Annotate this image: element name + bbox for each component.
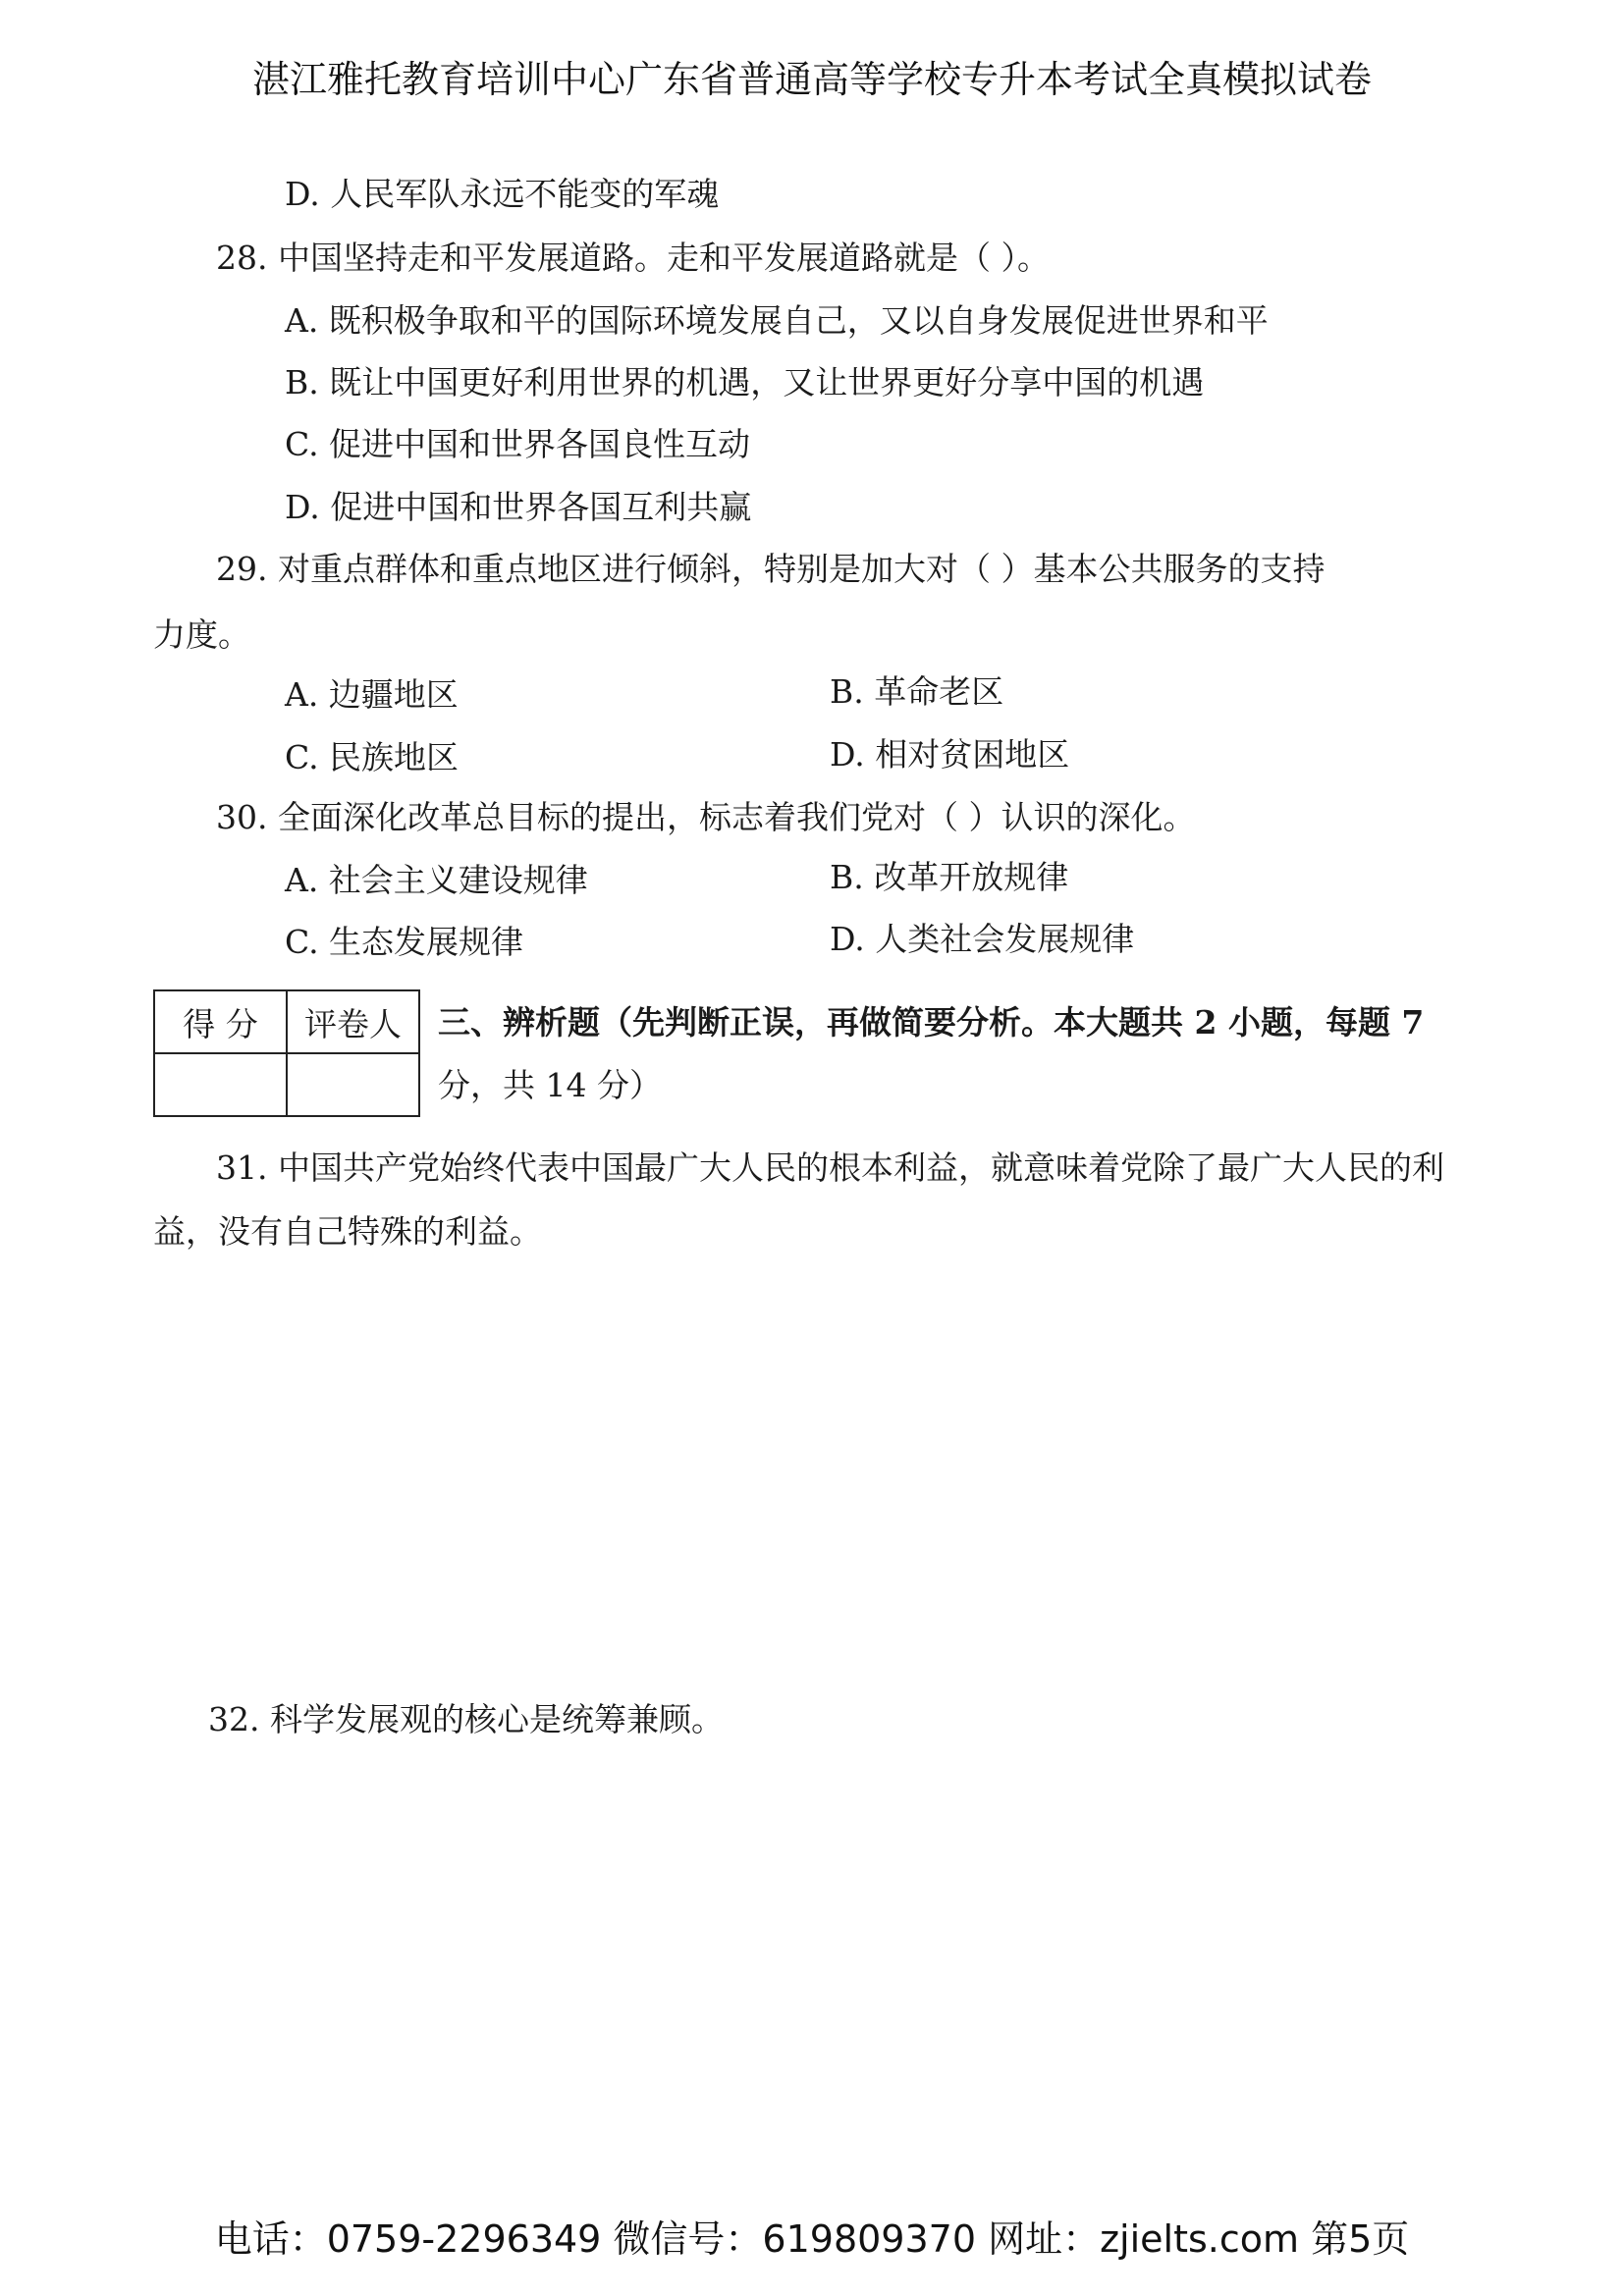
q29-option-d: D. 相对贫困地区 (830, 735, 1070, 774)
q28-option-b: B. 既让中国更好利用世界的机遇，又让世界更好分享中国的机遇 (285, 363, 1205, 401)
q29-option-c: C. 民族地区 (285, 738, 460, 776)
q28-option-d: D. 促进中国和世界各国互利共赢 (285, 488, 752, 526)
q29-option-a: A. 边疆地区 (285, 675, 459, 714)
q28-option-a: A. 既积极争取和平的国际环境发展自己，又以自身发展促进世界和平 (285, 301, 1269, 340)
grader-label: 评卷人 (287, 990, 419, 1053)
q30-option-a: A. 社会主义建设规律 (285, 861, 588, 899)
page-header-title: 湛江雅托教育培训中心广东省普通高等学校专升本考试全真模拟试卷 (251, 58, 1372, 101)
q30-option-b: B. 改革开放规律 (830, 858, 1069, 896)
q29-option-b: B. 革命老区 (830, 672, 1004, 711)
q31-stem-line1: 31. 中国共产党始终代表中国最广大人民的根本利益，就意味着党除了最广大人民的利 (216, 1148, 1444, 1187)
page-footer: 电话：0759-2296349 微信号：619809370 网址：zjielts.com 第5页 (214, 2217, 1410, 2261)
q30-option-d: D. 人类社会发展规律 (830, 920, 1135, 958)
score-label: 得 分 (154, 990, 287, 1053)
q30-stem: 30. 全面深化改革总目标的提出，标志着我们党对（ ）认识的深化。 (216, 798, 1196, 836)
q28-option-c: C. 促进中国和世界各国良性互动 (285, 425, 751, 463)
q32-stem: 32. 科学发展观的核心是统筹兼顾。 (208, 1700, 724, 1738)
q28-stem: 28. 中国坚持走和平发展道路。走和平发展道路就是（ ）。 (216, 239, 1050, 277)
q30-option-c: C. 生态发展规律 (285, 923, 524, 961)
q29-stem-line1: 29. 对重点群体和重点地区进行倾斜，特别是加大对（ ）基本公共服务的支持 (216, 550, 1326, 588)
score-cell (154, 1053, 287, 1116)
section3-title-line1: 三、辨析题（先判断正误，再做简要分析。本大题共 2 小题，每题 7 (438, 1003, 1425, 1041)
q27-option-d: D. 人民军队永远不能变的军魂 (285, 175, 720, 213)
score-table (153, 989, 420, 1117)
q31-stem-line2: 益，没有自己特殊的利益。 (153, 1212, 542, 1251)
grader-cell (287, 1053, 419, 1116)
section3-title-line2: 分，共 14 分） (438, 1066, 662, 1104)
q29-stem-line2: 力度。 (153, 615, 250, 654)
